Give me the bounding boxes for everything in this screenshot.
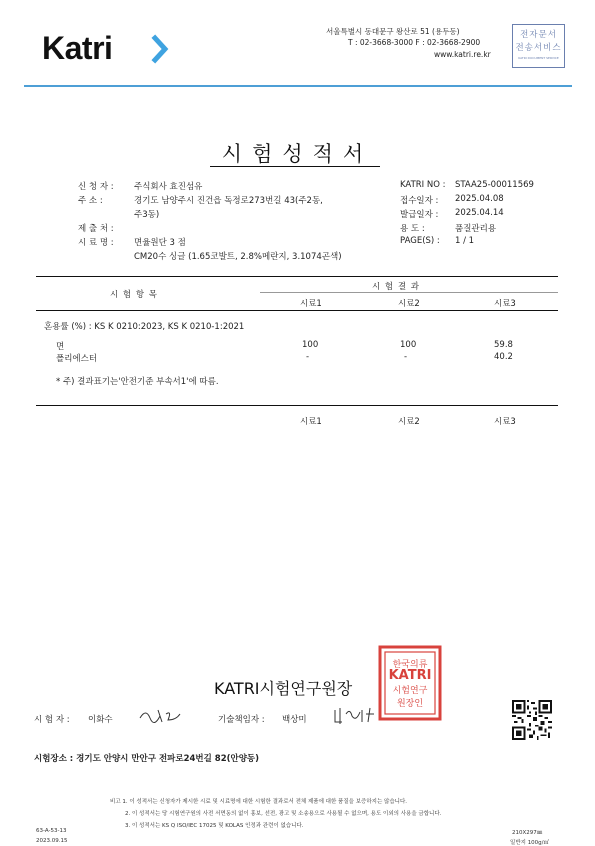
svg-text:원장인: 원장인 <box>396 699 424 709</box>
page-label: PAGE(S) : <box>400 236 440 246</box>
sample-label: 시 료 명 : <box>78 238 114 248</box>
received-date: 2025.04.08 <box>455 194 504 204</box>
org-address: 서울특별시 동대문구 왕산로 51 (용두동) <box>326 27 460 36</box>
result-header-rule <box>260 292 558 293</box>
address-label: 주 소 : <box>78 196 103 206</box>
paper-weight: 일반지 100g/㎡ <box>510 840 550 846</box>
row-cotton-sample3: 59.8 <box>494 340 513 350</box>
column-header-sample1: 시료1 <box>300 299 322 309</box>
result-note: * 주) 결과표기는'안전기준 부속서1'에 따름. <box>56 377 219 387</box>
paper-size: 210X297㎜ <box>512 830 543 836</box>
footer-sample2: 시료2 <box>398 417 420 427</box>
row-polyester-sample3: 40.2 <box>494 352 513 362</box>
sample-line1: 면율원단 3 점 <box>134 238 186 248</box>
row-cotton-sample1: 100 <box>302 340 319 350</box>
purpose-label: 용 도 : <box>400 224 425 234</box>
test-result-header: 시 험 결 과 <box>372 282 420 292</box>
qr-code-icon <box>512 700 552 740</box>
note-3: 3. 이 성적서는 KS Q ISO/IEC 17025 및 KOLAS 인정과 관련이 없습니다. <box>125 823 304 829</box>
tester-signature <box>138 706 182 726</box>
row-polyester-sample2: - <box>404 352 408 362</box>
tester-name: 이화수 <box>88 715 113 725</box>
purpose: 품질관리용 <box>455 224 497 234</box>
org-tel-fax: T : 02-3668-3000 F : 02-3668-2900 <box>348 38 481 47</box>
form-date: 2023.09.15 <box>36 838 68 844</box>
received-date-label: 접수일자 : <box>400 196 439 206</box>
submitter-label: 제 출 처 : <box>78 224 114 234</box>
row-polyester-name: 폴리에스터 <box>56 354 98 364</box>
title-underline <box>210 166 380 167</box>
address-line1: 경기도 남양주시 진건읍 독정로273번길 43(주2동, <box>134 196 323 206</box>
svg-text:KATRI: KATRI <box>388 668 432 683</box>
manager-name: 백상미 <box>282 715 307 725</box>
chevron-right-icon <box>150 34 172 64</box>
applicant-label: 신 청 자 : <box>78 182 114 192</box>
tester-label: 시 험 자 : <box>34 715 70 725</box>
row-polyester-sample1: - <box>306 352 310 362</box>
org-website: www.katri.re.kr <box>434 50 491 59</box>
column-header-sample2: 시료2 <box>398 299 420 309</box>
header-divider <box>24 85 572 87</box>
katri-logo: Katri <box>42 30 113 66</box>
note-2: 2. 이 성적서는 당 시험연구원의 사전 서면동의 없이 홍보, 선전, 광고 및 소송용으로 사용될 수 없으며, 용도 이외의 사용을 금합니다. <box>125 811 442 817</box>
page-count: 1 / 1 <box>455 236 475 246</box>
form-code: 63-A-53-13 <box>36 828 67 834</box>
e-document-stamp: 전자문서 전송서비스 KATRI DOCUMENT SERVICE <box>512 24 565 68</box>
test-item-header: 시 험 항 목 <box>110 290 158 300</box>
table-header-rule <box>36 310 558 311</box>
official-seal <box>378 645 442 721</box>
address-line2: 주3동) <box>134 210 160 220</box>
katri-no: STAA25-00011569 <box>455 180 534 190</box>
manager-label: 기술책임자 : <box>218 715 265 725</box>
katri-no-label: KATRI NO : <box>400 180 446 190</box>
row-cotton-name: 면 <box>56 342 65 352</box>
table-top-rule <box>36 276 558 277</box>
footer-sample3: 시료3 <box>494 417 516 427</box>
manager-signature <box>332 704 378 726</box>
footer-sample1: 시료1 <box>300 417 322 427</box>
issuing-organization: KATRI시험연구원장 <box>214 679 353 698</box>
applicant-name: 주식회사 효진섬유 <box>134 182 203 192</box>
document-title: 시험성적서 <box>221 142 374 166</box>
table-bottom-rule <box>36 405 558 406</box>
sample-line2: CM20수 싱글 (1.65코발트, 2.8%메란지, 3.1074곤색) <box>134 252 342 262</box>
row-cotton-sample2: 100 <box>400 340 417 350</box>
svg-text:한국의류: 한국의류 <box>392 660 428 670</box>
test-location: 시험장소 : 경기도 안양시 만안구 전파로24번길 82(안양동) <box>34 754 260 764</box>
issue-date-label: 발급일자 : <box>400 210 439 220</box>
test-method: 혼용률 (%) : KS K 0210:2023, KS K 0210-1:2021 <box>44 322 245 332</box>
note-1: 비고 1. 이 성적서는 신청자가 제시한 시료 및 시료명에 대한 시험한 결과로서 전체 제품에 대한 품질을 보증하지는 않습니다. <box>110 799 408 805</box>
issue-date: 2025.04.14 <box>455 208 504 218</box>
column-header-sample3: 시료3 <box>494 299 516 309</box>
svg-text:시험연구: 시험연구 <box>392 686 428 696</box>
